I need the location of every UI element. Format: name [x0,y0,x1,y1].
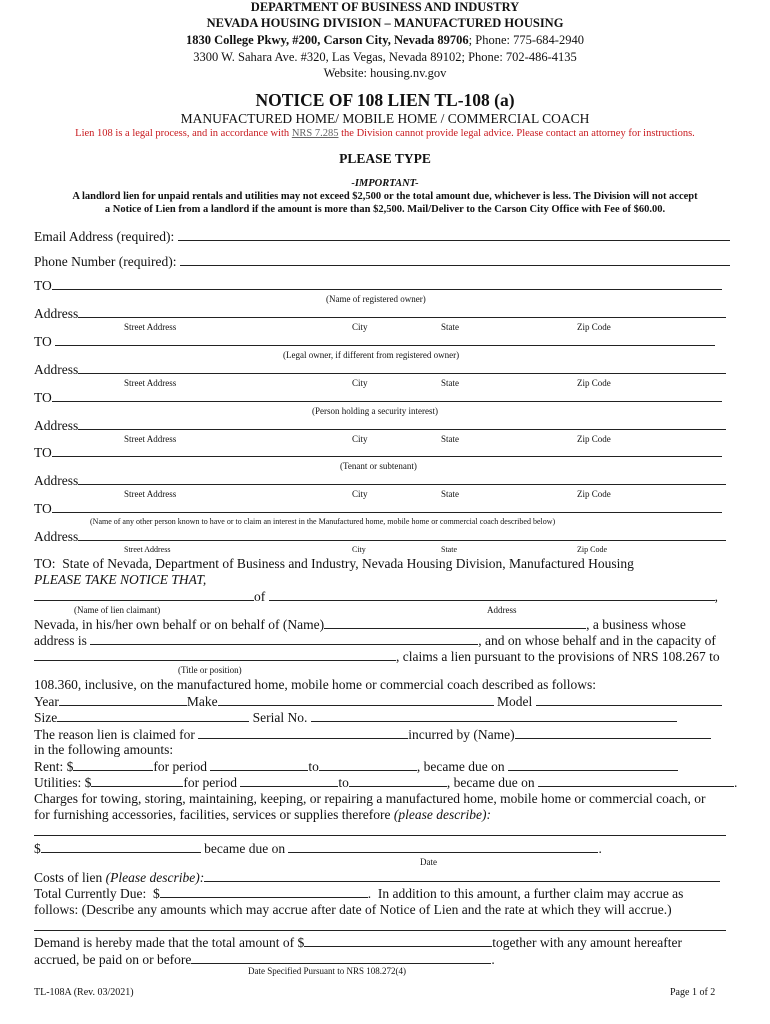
caption-other-interest: (Name of any other person known to have or to claim an interest in the Manufactured home, mobile home or commercial coach described below) [90,517,556,526]
accrued-label: accrued, be paid on or before [34,952,192,967]
address-field-5[interactable] [78,528,726,541]
caption-street: Street Address [124,489,177,499]
dollar-label: $ [34,841,41,856]
address-field-4[interactable] [78,472,726,485]
charges-describe-field[interactable] [34,823,726,836]
charges-describe-row [34,823,726,840]
serial-field[interactable] [311,709,677,722]
costs-row [34,869,720,886]
demand-post-label: together with any amount hereafter [492,935,682,950]
legal-notice [0,128,770,139]
header-carson-address [0,33,770,48]
model-field[interactable] [536,693,722,706]
legal-notice-pre: Lien 108 is a legal process, and in accordance with [75,128,292,139]
business-whose-label: , a business whose [586,617,686,632]
caption-street: Street Address [124,378,177,388]
page-number: Page 1 of 2 [670,987,716,998]
model-label: Model [493,694,536,709]
address-row-3 [34,417,726,434]
to-tenant-row [34,444,722,461]
page-title: NOTICE OF 108 LIEN TL-108 (a) [255,90,515,110]
address-label: Address [34,306,79,321]
demand-row [34,934,682,951]
lien-claimant-field[interactable] [34,588,254,601]
period: . [733,775,738,790]
year-make-row [34,693,722,710]
claimant-row [34,588,718,605]
to-label: TO [34,334,56,349]
to-registered-owner-row [34,277,722,294]
caption-title-position: (Title or position) [178,665,242,675]
utilities-period-end-field[interactable] [349,774,447,787]
address-is-row [34,632,716,649]
nrs-link[interactable]: NRS 7.285 [291,128,339,139]
title-position-field[interactable] [34,648,396,661]
caption-security: (Person holding a security interest) [312,406,438,416]
caption-street: Street Address [124,545,171,554]
became-due-label: , became due on [446,775,538,790]
caption-zip: Zip Code [577,378,611,388]
caption-city: City [352,545,366,554]
caption-tenant: (Tenant or subtenant) [340,461,417,471]
comma: , [714,589,718,604]
size-serial-row [34,709,677,726]
phone-row [34,253,730,270]
utilities-period-start-field[interactable] [240,774,338,787]
tenant-field[interactable] [52,444,722,457]
caption-street: Street Address [124,322,177,332]
caption-city: City [352,322,368,332]
total-post-label: . In addition to this amount, a further claim may accrue as [367,886,684,901]
rent-period-end-field[interactable] [319,758,417,771]
caption-lien-claimant: (Name of lien claimant) [74,605,161,615]
make-field[interactable] [218,693,494,706]
to-label: TO [34,501,52,516]
legal-owner-field[interactable] [55,333,715,346]
total-label: Total Currently Due: $ [34,886,160,901]
address-row-4 [34,472,726,489]
caption-city: City [352,489,368,499]
address-field-2[interactable] [78,361,726,374]
take-notice: PLEASE TAKE NOTICE THAT, [34,572,207,587]
total-due-field[interactable] [160,885,368,898]
charges-line-1: Charges for towing, storing, maintaining, keeping, or repairing a manufactured home, mobile home or commercial coach, or [34,791,706,806]
important-line-2: a Notice of Lien from a landlord if the amount is more than $2,500. Mail/Deliver to the Carson City Office with Fee of $60.00. [104,204,666,215]
rent-due-field[interactable] [508,758,678,771]
address-label: Address [34,418,79,433]
security-holder-field[interactable] [52,389,722,402]
to-label: to [308,759,319,774]
carson-address-bold: 1830 College Pkwy, #200, Carson City, Nevada 89706 [186,33,469,47]
caption-date-specified: Date Specified Pursuant to NRS 108.272(4) [248,966,406,976]
caption-state: State [441,434,459,444]
address-label: Address [34,529,79,544]
please-type: PLEASE TYPE [339,151,431,166]
claims-label: , claims a lien pursuant to the provisions of NRS 108.267 to [396,649,720,664]
other-interest-field[interactable] [52,500,722,513]
claimant-address-field[interactable] [269,588,715,601]
email-field[interactable] [178,228,730,241]
caption-zip: Zip Code [577,322,611,332]
rent-period-start-field[interactable] [210,758,308,771]
caption-city: City [352,434,368,444]
caption-state: State [441,545,457,554]
caption-registered-owner: (Name of registered owner) [326,294,426,304]
header-division: NEVADA HOUSING DIVISION – MANUFACTURED HOUSING [206,16,564,30]
pay-by-date-field[interactable] [191,951,491,964]
accrue-describe-row [34,918,726,935]
to-state-line: TO: State of Nevada, Department of Business and Industry, Nevada Housing Division, Manufactured Housing [34,556,634,571]
behalf-name-field[interactable] [324,616,586,629]
caption-street: Street Address [124,434,177,444]
of-label: of [254,589,269,604]
incurred-by-field[interactable] [515,726,711,739]
carson-phone: ; Phone: 775-684-2940 [468,33,584,47]
please-describe: (please describe): [393,807,491,822]
form-id: TL-108A (Rev. 03/2021) [34,987,134,998]
to-security-row [34,389,722,406]
reason-field[interactable] [198,726,408,739]
header-vegas-address: 3300 W. Sahara Ave. #320, Las Vegas, Nevada 89102; Phone: 702-486-4135 [193,50,577,64]
important-heading: -IMPORTANT- [351,178,419,189]
became-due-label: became due on [200,841,289,856]
follows-line: follows: (Describe any amounts which may accrue after date of Notice of Lien and the rate at which they will accrue.) [34,902,672,917]
utilities-due-field[interactable] [538,774,734,787]
costs-label: Costs of lien [34,870,106,885]
address-is-label: address is [34,633,91,648]
phone-field[interactable] [180,253,730,266]
costs-describe: (Please describe): [105,870,205,885]
period: . [491,952,495,967]
size-field[interactable] [57,709,249,722]
rent-row [34,758,678,775]
utilities-amount-field[interactable] [91,774,183,787]
serial-label: Serial No. [249,710,311,725]
to-other-row [34,500,722,517]
caption-zip: Zip Code [577,434,611,444]
reason-row [34,726,711,743]
rent-label: Rent: $ [34,759,74,774]
caption-zip: Zip Code [577,489,611,499]
for-period-label: for period [183,775,241,790]
caption-city: City [352,378,368,388]
year-field[interactable] [59,693,187,706]
page-subtitle: MANUFACTURED HOME/ MOBILE HOME / COMMERCIAL COACH [180,111,590,126]
period: . [598,841,602,856]
nevada-row [34,616,686,633]
total-row [34,885,683,902]
caption-state: State [441,322,459,332]
caption-state: State [441,489,459,499]
address-field-3[interactable] [78,417,726,430]
demand-label: Demand is hereby made that the total amount of $ [34,935,305,950]
charges-amount-field[interactable] [41,840,201,853]
became-due-label: , became due on [416,759,508,774]
to-label: to [338,775,349,790]
for-period-label: for period [153,759,211,774]
costs-field[interactable] [204,869,720,882]
on-whose-label: , and on whose behalf and in the capacity of [478,633,716,648]
email-label: Email Address (required): [34,229,178,244]
caption-state: State [441,378,459,388]
incurred-by-label: incurred by (Name) [408,727,515,742]
year-label: Year [34,694,59,709]
registered-owner-field[interactable] [52,277,722,290]
rent-amount-field[interactable] [73,758,153,771]
header-department: DEPARTMENT OF BUSINESS AND INDUSTRY [250,0,520,14]
utilities-label: Utilities: $ [34,775,92,790]
legal-notice-post: the Division cannot provide legal advice. Please contact an attorney for instructions. [338,128,695,139]
demand-amount-field[interactable] [304,934,492,947]
caption-date: Date [420,857,437,867]
address-row-2 [34,361,726,378]
inclusive-line: 108.360, inclusive, on the manufactured home, mobile home or commercial coach described as follows: [34,677,596,692]
charges-amount-row [34,840,602,857]
to-label: TO [34,445,52,460]
important-line-1: A landlord lien for unpaid rentals and utilities may not exceed $2,500 or the total amount due, whichever is less. The Division will not accept [72,191,698,202]
caption-legal-owner: (Legal owner, if different from registered owner) [283,350,460,360]
phone-label: Phone Number (required): [34,254,180,269]
nevada-label: Nevada, in his/her own behalf or on behalf of (Name) [34,617,325,632]
address-label: Address [34,362,79,377]
charges-label: for furnishing accessories, facilities, services or supplies therefore [34,807,394,822]
capacity-row [34,648,720,665]
address-field-1[interactable] [78,305,726,318]
reason-label: The reason lien is claimed for [34,727,199,742]
to-label: TO [34,278,52,293]
address-label: Address [34,473,79,488]
header-website: Website: housing.nv.gov [323,66,447,80]
charges-due-field[interactable] [288,840,598,853]
email-row [34,228,730,245]
to-label: TO [34,390,52,405]
address-row-1 [34,305,726,322]
caption-zip: Zip Code [577,545,607,554]
business-address-field[interactable] [90,632,478,645]
in-following-line: in the following amounts: [34,742,174,757]
to-legal-owner-row [34,333,715,350]
caption-claimant-address: Address [487,605,517,615]
accrue-describe-field[interactable] [34,918,726,931]
utilities-row [34,774,737,791]
charges-line-2 [34,807,491,823]
make-label: Make [186,694,218,709]
address-row-5 [34,528,726,545]
size-label: Size [34,710,58,725]
